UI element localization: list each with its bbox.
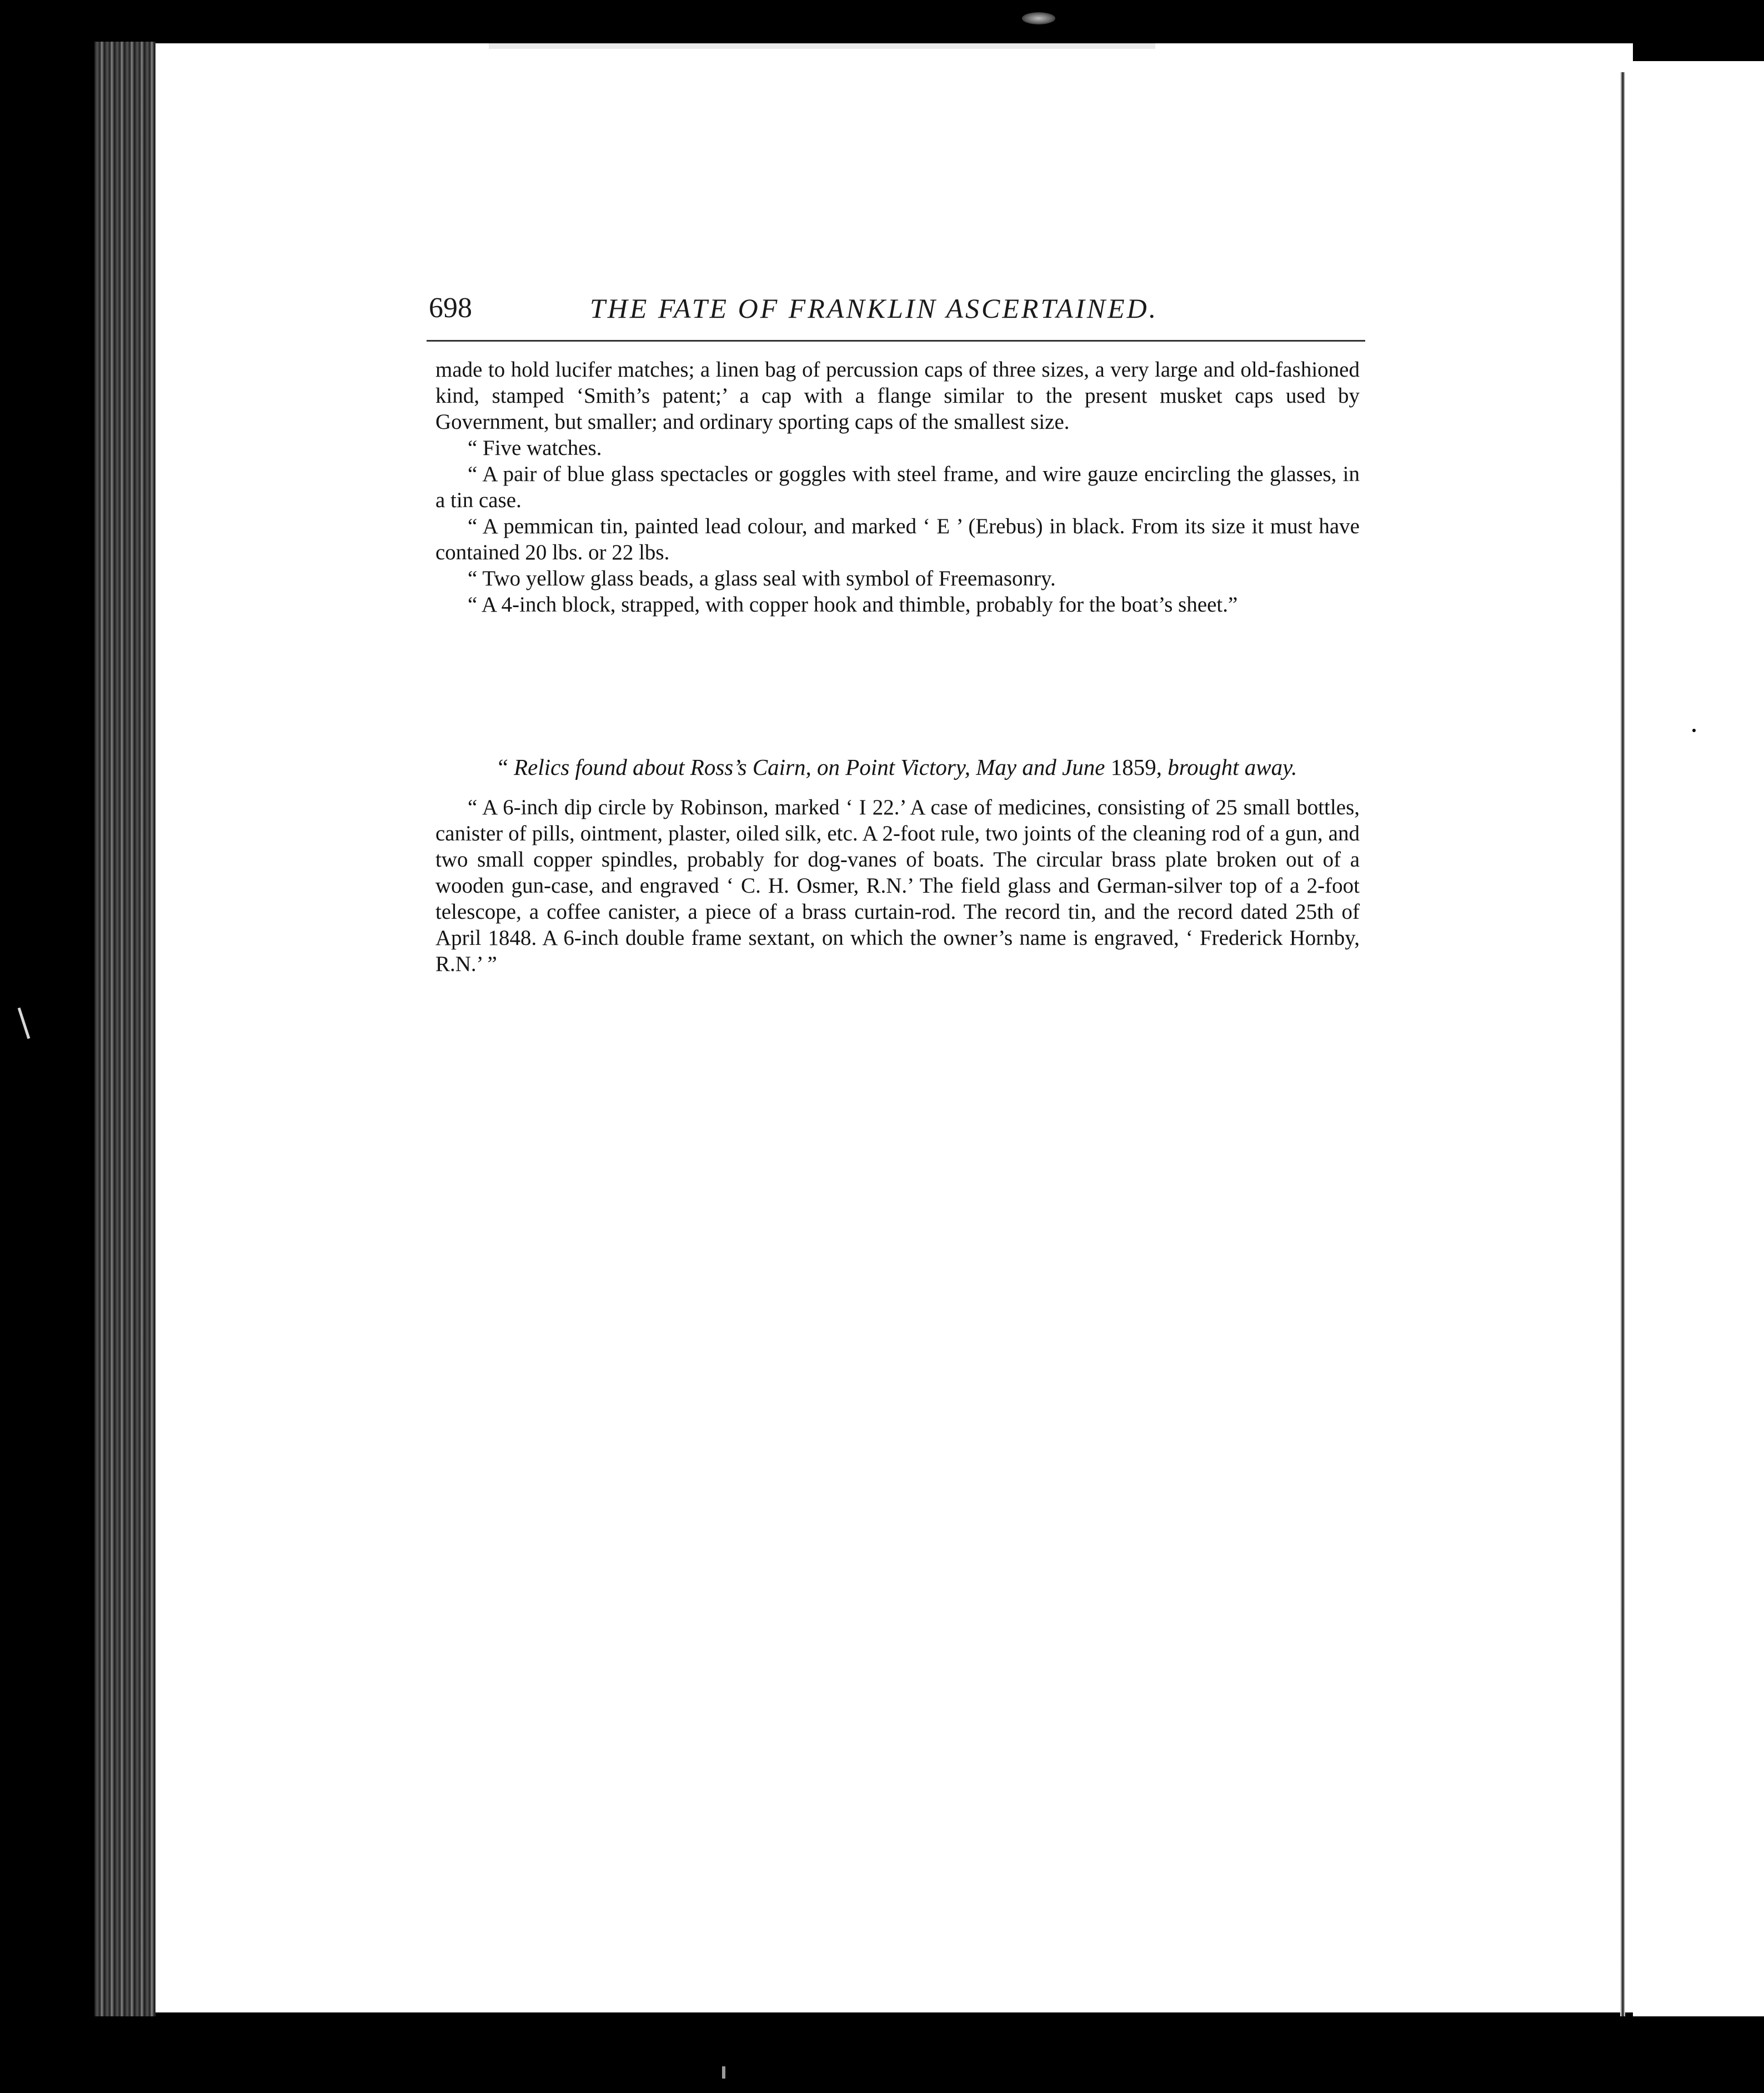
facing-page bbox=[1633, 61, 1764, 2016]
caption-italic: Relics found about Ross’s Cairn, on Point Victory, May and June bbox=[514, 754, 1105, 780]
paragraph: “ A pemmican tin, painted lead colour, and marked ‘ E ’ (Erebus) in black. From its size it must have contained 20 lbs. or 22 lbs. bbox=[435, 514, 1360, 564]
page-top-shadow bbox=[489, 43, 1155, 49]
book-page bbox=[156, 43, 1633, 2012]
scan-stain bbox=[1022, 12, 1055, 24]
page-gutter bbox=[1620, 72, 1625, 2016]
paragraph: made to hold lucifer matches; a linen bag of percussion caps of three sizes, a very large and old-fashioned kind, stamped ‘Smith’s patent;’ a cap with a flange similar to the present musket caps used by Government, but smaller; and ordinary sporting caps of the smallest size. bbox=[435, 358, 1360, 434]
relics-point-victory bbox=[435, 794, 1360, 977]
paragraph: “ A 6-inch dip circle by Robinson, marked ‘ I 22.’ A case of medicines, consisting of 25 small bottles, canister of pills, ointment, plaster, oiled silk, etc. A 2-foot rule, two joints of the cleaning rod of a gun, and two small copper spindles, probably for dog-vanes of boats. The circular brass plate broken out of a wooden gun-case, and engraved ‘ C. H. Osmer, R.N.’ The field glass and German-silver top of a 2-foot telescope, a coffee canister, a piece of a brass curtain-rod. The record tin, and the record dated 25th of April 1848. A 6-inch double frame sextant, on which the owner’s name is engraved, ‘ Frederick Hornby, R.N.’ ” bbox=[435, 795, 1360, 976]
section-caption bbox=[435, 753, 1360, 781]
running-title: THE FATE OF FRANKLIN ASCERTAINED. bbox=[590, 293, 1159, 324]
book-page-edges bbox=[94, 42, 156, 2016]
scan-speck bbox=[1692, 729, 1696, 732]
caption-italic-end: brought away. bbox=[1167, 754, 1297, 780]
paragraph: “ Two yellow glass beads, a glass seal with symbol of Freemasonry. bbox=[468, 567, 1056, 590]
header-rule bbox=[427, 340, 1365, 342]
caption-year: 1859, bbox=[1105, 754, 1168, 780]
paragraph: “ Five watches. bbox=[468, 436, 602, 460]
page-number: 698 bbox=[429, 292, 472, 324]
caption-quote: “ bbox=[498, 754, 514, 780]
paragraph: “ A 4-inch block, strapped, with copper hook and thimble, probably for the boat’s sheet.” bbox=[468, 593, 1238, 617]
running-head bbox=[429, 289, 1362, 328]
scan-mark bbox=[18, 1004, 41, 1039]
scan-mark bbox=[722, 2066, 725, 2079]
relics-list-continued bbox=[435, 357, 1360, 618]
paragraph: “ A pair of blue glass spectacles or goggles with steel frame, and wire gauze encircling the glasses, in a tin case. bbox=[435, 462, 1360, 512]
